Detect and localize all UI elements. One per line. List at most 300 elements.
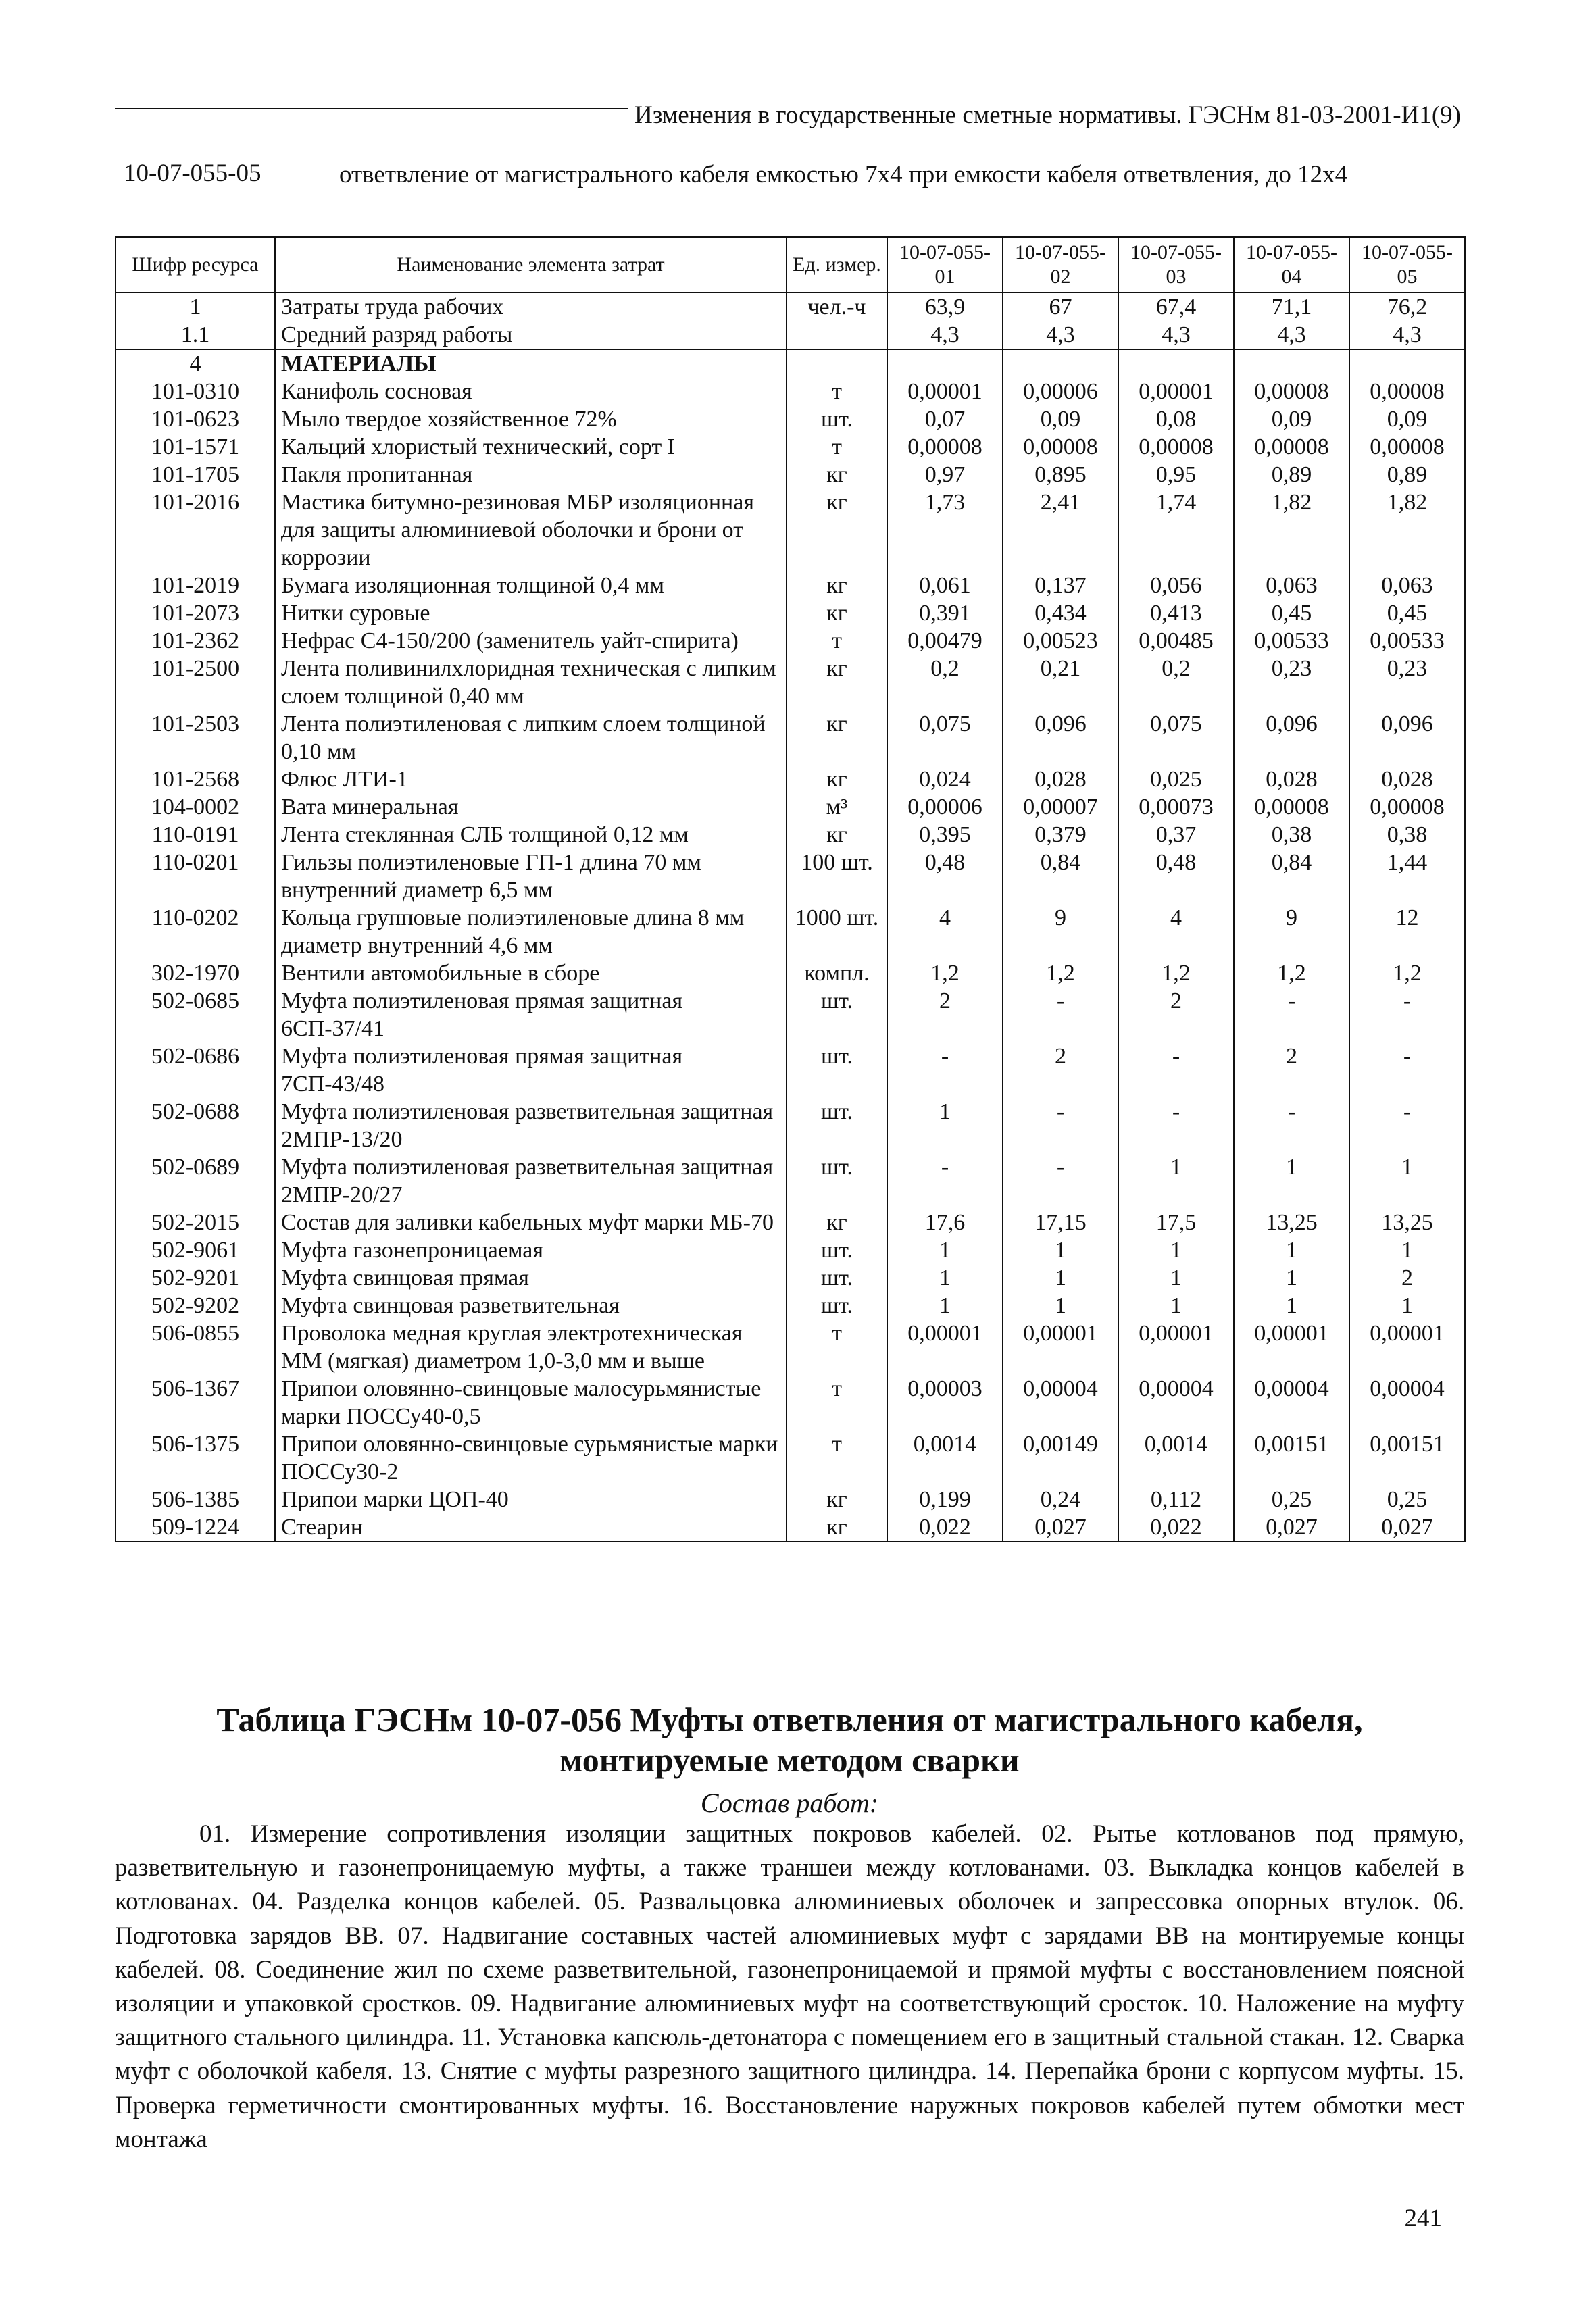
value-cell: 2 — [1118, 987, 1234, 1042]
value-cell: 0,00006 — [887, 793, 1003, 821]
value-cell: 0,395 — [887, 821, 1003, 849]
unit-cell: кг — [787, 821, 887, 849]
resource-name-cell: Бумага изоляционная толщиной 0,4 мм — [275, 572, 787, 599]
resource-name-cell: Муфта полиэтиленовая разветвительная защитная 2МПР-20/27 — [275, 1153, 787, 1209]
resource-code-cell: 1.1 — [116, 321, 275, 349]
unit-cell: кг — [787, 1513, 887, 1542]
unit-cell — [787, 349, 887, 378]
value-cell: - — [887, 1042, 1003, 1098]
resource-code-cell: 502-0689 — [116, 1153, 275, 1209]
value-cell: 0,95 — [1118, 461, 1234, 488]
table-row — [116, 488, 1465, 572]
resource-name-cell: Вата минеральная — [275, 793, 787, 821]
value-cell: 0,00523 — [1003, 627, 1118, 655]
value-cell: 9 — [1003, 904, 1118, 959]
unit-cell: шт. — [787, 1264, 887, 1292]
unit-cell: м³ — [787, 793, 887, 821]
resource-name-cell: Муфта полиэтиленовая прямая защитная 6СП-37/41 — [275, 987, 787, 1042]
table-row — [116, 321, 1465, 349]
unit-cell: шт. — [787, 1292, 887, 1319]
value-cell: 63,9 — [887, 293, 1003, 321]
resource-code-cell: 101-2016 — [116, 488, 275, 572]
value-cell: 4,3 — [887, 321, 1003, 349]
value-cell: 1 — [887, 1236, 1003, 1264]
resource-name-cell: Проволока медная круглая электротехническая ММ (мягкая) диаметром 1,0-3,0 мм и выше — [275, 1319, 787, 1375]
value-cell: 0,21 — [1003, 655, 1118, 710]
resource-code-cell: 302-1970 — [116, 959, 275, 987]
running-header: Изменения в государственные сметные нормативы. ГЭСНм 81-03-2001-И1(9) — [628, 100, 1461, 131]
unit-cell: чел.-ч — [787, 293, 887, 321]
value-cell: 0,38 — [1234, 821, 1349, 849]
value-cell: 0,00533 — [1349, 627, 1465, 655]
value-cell: 0,00008 — [1349, 378, 1465, 405]
resource-code-cell: 101-1571 — [116, 433, 275, 461]
table-header-row — [116, 237, 1465, 293]
section-title — [115, 1699, 1464, 1780]
resource-code-cell: 101-2019 — [116, 572, 275, 599]
value-cell: 0,09 — [1003, 405, 1118, 433]
value-cell: 0,075 — [1118, 710, 1234, 765]
value-cell: 0,97 — [887, 461, 1003, 488]
value-cell: 4,3 — [1003, 321, 1118, 349]
value-cell: 0,00151 — [1234, 1430, 1349, 1486]
value-cell: 0,00485 — [1118, 627, 1234, 655]
value-cell: 0,24 — [1003, 1486, 1118, 1513]
table-row — [116, 627, 1465, 655]
value-cell: 0,38 — [1349, 821, 1465, 849]
value-cell: 1 — [1349, 1236, 1465, 1264]
value-cell: 0,028 — [1234, 765, 1349, 793]
unit-cell: шт. — [787, 1153, 887, 1209]
value-cell: 0,00151 — [1349, 1430, 1465, 1486]
section-title-line-2: монтируемые методом сварки — [559, 1741, 1020, 1779]
page-number: 241 — [1404, 2205, 1442, 2232]
value-cell: 1 — [1234, 1153, 1349, 1209]
unit-cell: кг — [787, 655, 887, 710]
unit-cell: 100 шт. — [787, 849, 887, 904]
value-cell: 0,028 — [1003, 765, 1118, 793]
value-cell: 1 — [1118, 1236, 1234, 1264]
value-cell: 0,00008 — [1349, 793, 1465, 821]
resource-code-cell: 101-2362 — [116, 627, 275, 655]
resource-name-cell: Мастика битумно-резиновая МБР изоляционная для защиты алюминиевой оболочки и брони от коррозии — [275, 488, 787, 572]
table-row — [116, 349, 1465, 378]
value-cell: 0,45 — [1234, 599, 1349, 627]
value-cell: 0,00007 — [1003, 793, 1118, 821]
value-cell: - — [1234, 987, 1349, 1042]
unit-cell: кг — [787, 572, 887, 599]
value-cell: 0,00008 — [1118, 433, 1234, 461]
value-cell: 0,00001 — [1234, 1319, 1349, 1375]
resource-name-cell: Стеарин — [275, 1513, 787, 1542]
value-cell: 12 — [1349, 904, 1465, 959]
value-cell: 0,0014 — [1118, 1430, 1234, 1486]
value-cell: - — [1118, 1098, 1234, 1153]
value-cell: 0,89 — [1349, 461, 1465, 488]
resource-code-cell: 110-0201 — [116, 849, 275, 904]
resource-code-cell: 502-2015 — [116, 1209, 275, 1236]
value-cell: 0,022 — [887, 1513, 1003, 1542]
value-cell — [887, 349, 1003, 378]
unit-cell: шт. — [787, 405, 887, 433]
value-cell: 0,08 — [1118, 405, 1234, 433]
resource-code-cell: 506-1367 — [116, 1375, 275, 1430]
resource-name-cell: Муфта полиэтиленовая разветвительная защитная 2МПР-13/20 — [275, 1098, 787, 1153]
resource-name-cell: Лента полиэтиленовая с липким слоем толщиной 0,10 мм — [275, 710, 787, 765]
value-cell: 2,41 — [1003, 488, 1118, 572]
value-cell: 0,028 — [1349, 765, 1465, 793]
header-unit: Ед. измер. — [787, 237, 887, 293]
table-row — [116, 1513, 1465, 1542]
table-row — [116, 959, 1465, 987]
unit-cell: кг — [787, 1209, 887, 1236]
value-cell: 0,09 — [1349, 405, 1465, 433]
unit-cell: кг — [787, 710, 887, 765]
unit-cell: шт. — [787, 1236, 887, 1264]
table-body — [116, 293, 1465, 1542]
value-cell: 0,056 — [1118, 572, 1234, 599]
value-cell: 0,00001 — [1349, 1319, 1465, 1375]
resource-name-cell: Припои оловянно-свинцовые малосурьмянистые марки ПОССу40-0,5 — [275, 1375, 787, 1430]
value-cell: 76,2 — [1349, 293, 1465, 321]
table-row — [116, 1153, 1465, 1209]
value-cell: 1,2 — [1003, 959, 1118, 987]
resource-name-cell: Припои марки ЦОП-40 — [275, 1486, 787, 1513]
value-cell: - — [1003, 987, 1118, 1042]
resource-name-cell: Флюс ЛТИ-1 — [275, 765, 787, 793]
work-composition-text: 01. Измерение сопротивления изоляции защитных покровов кабелей. 02. Рытье котлованов под прямую, разветвительную и газонепроницаемую муфты, а также траншеи между котлованами. 03. Выкладка концов кабелей в котлованах. 04. Разделка концов кабелей. 05. Развальцовка алюминиевых оболочек и запрессовка опорных втулок. 06. Подготовка зарядов ВВ. 07. Надвигание составных частей алюминиевых муфт с зарядами ВВ на монтируемые концы кабелей. 08. Соединение жил по схеме разветвительной, газонепроницаемой и прямой муфты с восстановлением поясной изоляции и упаковкой сростков. 09. Надвигание алюминиевых муфт на соответствующий сросток. 10. Наложение на муфту защитного стального цилиндра. 11. Установка капсюль-детонатора с помещением его в защитный стальной стакан. 12. Сварка муфт с оболочкой кабеля. 13. Снятие с муфты разрезного защитного цилиндра. 14. Перепайка брони с корпусом муфты. 15. Проверка герметичности смонтированных муфты. 16. Восстановление наружных покровов кабелей путем обмотки мест монтажа — [115, 1820, 1464, 2153]
value-cell: 1,2 — [1234, 959, 1349, 987]
value-cell: 0,00008 — [887, 433, 1003, 461]
value-cell: - — [887, 1153, 1003, 1209]
table-row — [116, 461, 1465, 488]
value-cell: 0,00004 — [1349, 1375, 1465, 1430]
table-row — [116, 1042, 1465, 1098]
resource-code-cell: 101-2073 — [116, 599, 275, 627]
table-row — [116, 1430, 1465, 1486]
resource-name-cell: Вентили автомобильные в сборе — [275, 959, 787, 987]
value-cell: 1 — [1003, 1292, 1118, 1319]
resource-code-cell: 110-0202 — [116, 904, 275, 959]
table-row — [116, 904, 1465, 959]
value-cell: 0,25 — [1234, 1486, 1349, 1513]
header-col-4: 10-07-055-04 — [1234, 237, 1349, 293]
resource-name-cell: Лента поливинилхлоридная техническая с липким слоем толщиной 0,40 мм — [275, 655, 787, 710]
value-cell: 1 — [1118, 1264, 1234, 1292]
table-row — [116, 765, 1465, 793]
unit-cell: 1000 шт. — [787, 904, 887, 959]
value-cell: 0,027 — [1003, 1513, 1118, 1542]
value-cell: 2 — [1234, 1042, 1349, 1098]
value-cell: 0,48 — [1118, 849, 1234, 904]
table-row — [116, 1486, 1465, 1513]
value-cell: 1 — [1003, 1264, 1118, 1292]
resource-code-cell: 506-0855 — [116, 1319, 275, 1375]
value-cell: - — [1003, 1153, 1118, 1209]
table-row — [116, 1375, 1465, 1430]
value-cell: 9 — [1234, 904, 1349, 959]
value-cell: 1 — [1118, 1153, 1234, 1209]
value-cell: 13,25 — [1349, 1209, 1465, 1236]
value-cell: 0,027 — [1349, 1513, 1465, 1542]
value-cell: 1,2 — [1118, 959, 1234, 987]
value-cell: 0,2 — [887, 655, 1003, 710]
unit-cell: т — [787, 378, 887, 405]
value-cell: 2 — [1003, 1042, 1118, 1098]
value-cell: 0,022 — [1118, 1513, 1234, 1542]
section-subtitle: Состав работ: — [700, 1788, 879, 1818]
resource-code-cell: 101-1705 — [116, 461, 275, 488]
value-cell: 1,2 — [887, 959, 1003, 987]
resource-name-cell: Кальций хлористый технический, сорт I — [275, 433, 787, 461]
resource-code-cell: 101-2503 — [116, 710, 275, 765]
value-cell: 0,00533 — [1234, 627, 1349, 655]
value-cell: 0,391 — [887, 599, 1003, 627]
unit-cell: т — [787, 1375, 887, 1430]
value-cell: 0,025 — [1118, 765, 1234, 793]
section-title-line-1: Таблица ГЭСНм 10-07-056 Муфты ответвления от магистрального кабеля, — [216, 1701, 1363, 1738]
resource-name-cell: Муфта свинцовая разветвительная — [275, 1292, 787, 1319]
value-cell: 0,23 — [1234, 655, 1349, 710]
value-cell — [1003, 349, 1118, 378]
value-cell: 1,2 — [1349, 959, 1465, 987]
unit-cell: т — [787, 433, 887, 461]
header-col-1: 10-07-055-01 — [887, 237, 1003, 293]
value-cell: 17,5 — [1118, 1209, 1234, 1236]
value-cell: 71,1 — [1234, 293, 1349, 321]
table-row — [116, 821, 1465, 849]
table-row — [116, 433, 1465, 461]
unit-cell: шт. — [787, 1042, 887, 1098]
table-row — [116, 1098, 1465, 1153]
table-row — [116, 405, 1465, 433]
value-cell: 0,199 — [887, 1486, 1003, 1513]
norm-description: ответвление от магистрального кабеля емкостью 7х4 при емкости кабеля ответвления, до 12х4 — [339, 161, 1348, 188]
value-cell: - — [1349, 1042, 1465, 1098]
value-cell: 0,09 — [1234, 405, 1349, 433]
value-cell: 0,096 — [1234, 710, 1349, 765]
value-cell: 0,00479 — [887, 627, 1003, 655]
value-cell: 0,137 — [1003, 572, 1118, 599]
unit-cell: кг — [787, 599, 887, 627]
unit-cell: компл. — [787, 959, 887, 987]
value-cell: 1 — [1349, 1153, 1465, 1209]
value-cell: 17,6 — [887, 1209, 1003, 1236]
value-cell — [1118, 349, 1234, 378]
value-cell: 0,00008 — [1234, 793, 1349, 821]
unit-cell: т — [787, 627, 887, 655]
resource-name-cell: Пакля пропитанная — [275, 461, 787, 488]
value-cell: 2 — [887, 987, 1003, 1042]
resource-name-cell: Затраты труда рабочих — [275, 293, 787, 321]
value-cell: 0,00001 — [1118, 1319, 1234, 1375]
value-cell: 0,434 — [1003, 599, 1118, 627]
resource-name-cell: Муфта газонепроницаемая — [275, 1236, 787, 1264]
value-cell: 1 — [1234, 1236, 1349, 1264]
value-cell: 1 — [887, 1264, 1003, 1292]
header-col-5: 10-07-055-05 — [1349, 237, 1465, 293]
value-cell: 0,23 — [1349, 655, 1465, 710]
value-cell: 4 — [1118, 904, 1234, 959]
unit-cell: кг — [787, 461, 887, 488]
resource-name-cell: МАТЕРИАЛЫ — [275, 349, 787, 378]
resource-code-cell: 502-9201 — [116, 1264, 275, 1292]
resource-code-cell: 101-2568 — [116, 765, 275, 793]
resource-name-cell: Мыло твердое хозяйственное 72% — [275, 405, 787, 433]
value-cell: - — [1349, 1098, 1465, 1153]
header-col-2: 10-07-055-02 — [1003, 237, 1118, 293]
value-cell: 0,84 — [1003, 849, 1118, 904]
resource-code-cell: 4 — [116, 349, 275, 378]
value-cell: 0,027 — [1234, 1513, 1349, 1542]
unit-cell — [787, 321, 887, 349]
value-cell — [1234, 349, 1349, 378]
value-cell: 1 — [1349, 1292, 1465, 1319]
value-cell: 0,00003 — [887, 1375, 1003, 1430]
table-row — [116, 793, 1465, 821]
value-cell: 1,44 — [1349, 849, 1465, 904]
norm-code: 10-07-055-05 — [124, 159, 261, 187]
unit-cell: т — [787, 1430, 887, 1486]
value-cell: 0,00001 — [1003, 1319, 1118, 1375]
table-row — [116, 1264, 1465, 1292]
value-cell: 1,74 — [1118, 488, 1234, 572]
resource-code-cell: 506-1385 — [116, 1486, 275, 1513]
resource-name-cell: Лента стеклянная СЛБ толщиной 0,12 мм — [275, 821, 787, 849]
header-col-3: 10-07-055-03 — [1118, 237, 1234, 293]
value-cell: 1,82 — [1349, 488, 1465, 572]
value-cell: 67 — [1003, 293, 1118, 321]
value-cell — [1349, 349, 1465, 378]
value-cell: 0,84 — [1234, 849, 1349, 904]
resource-name-cell: Средний разряд работы — [275, 321, 787, 349]
header-name: Наименование элемента затрат — [275, 237, 787, 293]
resource-code-cell: 101-0310 — [116, 378, 275, 405]
table-row — [116, 1236, 1465, 1264]
value-cell: 0,00008 — [1003, 433, 1118, 461]
value-cell: 0,89 — [1234, 461, 1349, 488]
value-cell: 0,061 — [887, 572, 1003, 599]
resource-name-cell: Нефрас С4-150/200 (заменитель уайт-спирита) — [275, 627, 787, 655]
value-cell: 0,063 — [1234, 572, 1349, 599]
header-code: Шифр ресурса — [116, 237, 275, 293]
unit-cell: кг — [787, 1486, 887, 1513]
value-cell: 0,413 — [1118, 599, 1234, 627]
resource-name-cell: Гильзы полиэтиленовые ГП-1 длина 70 мм внутренний диаметр 6,5 мм — [275, 849, 787, 904]
value-cell: 0,112 — [1118, 1486, 1234, 1513]
resource-name-cell: Кольца групповые полиэтиленовые длина 8 мм диаметр внутренний 4,6 мм — [275, 904, 787, 959]
value-cell: 0,37 — [1118, 821, 1234, 849]
value-cell: 0,2 — [1118, 655, 1234, 710]
value-cell: 2 — [1349, 1264, 1465, 1292]
table-row — [116, 655, 1465, 710]
table-row — [116, 710, 1465, 765]
table-row — [116, 378, 1465, 405]
value-cell: 13,25 — [1234, 1209, 1349, 1236]
resource-name-cell: Состав для заливки кабельных муфт марки МБ-70 — [275, 1209, 787, 1236]
value-cell: 0,00073 — [1118, 793, 1234, 821]
value-cell: 0,00149 — [1003, 1430, 1118, 1486]
resource-name-cell: Припои оловянно-свинцовые сурьмянистые марки ПОССу30-2 — [275, 1430, 787, 1486]
resource-code-cell: 502-9202 — [116, 1292, 275, 1319]
resource-code-cell: 502-0688 — [116, 1098, 275, 1153]
value-cell: 0,25 — [1349, 1486, 1465, 1513]
value-cell: - — [1003, 1098, 1118, 1153]
value-cell: 0,00006 — [1003, 378, 1118, 405]
table-row — [116, 1292, 1465, 1319]
table-row — [116, 599, 1465, 627]
resource-code-cell: 110-0191 — [116, 821, 275, 849]
resource-name-cell: Канифоль сосновая — [275, 378, 787, 405]
table-row — [116, 293, 1465, 321]
value-cell: 1 — [1234, 1292, 1349, 1319]
value-cell: 67,4 — [1118, 293, 1234, 321]
value-cell: 0,895 — [1003, 461, 1118, 488]
resource-name-cell: Муфта свинцовая прямая — [275, 1264, 787, 1292]
resource-code-cell: 502-9061 — [116, 1236, 275, 1264]
value-cell: 1 — [1234, 1264, 1349, 1292]
value-cell: 0,48 — [887, 849, 1003, 904]
resource-code-cell: 104-0002 — [116, 793, 275, 821]
value-cell: 0,063 — [1349, 572, 1465, 599]
value-cell: 0,096 — [1349, 710, 1465, 765]
value-cell: 1 — [1118, 1292, 1234, 1319]
resource-code-cell: 502-0685 — [116, 987, 275, 1042]
value-cell: 0,45 — [1349, 599, 1465, 627]
table-row — [116, 572, 1465, 599]
value-cell: 0,07 — [887, 405, 1003, 433]
value-cell: 0,00008 — [1349, 433, 1465, 461]
value-cell: 4,3 — [1118, 321, 1234, 349]
value-cell: 4,3 — [1234, 321, 1349, 349]
resource-name-cell: Нитки суровые — [275, 599, 787, 627]
value-cell: 1 — [887, 1098, 1003, 1153]
value-cell: 0,075 — [887, 710, 1003, 765]
value-cell: 1,82 — [1234, 488, 1349, 572]
resources-table — [115, 236, 1466, 1542]
value-cell: 17,15 — [1003, 1209, 1118, 1236]
value-cell: 0,00004 — [1118, 1375, 1234, 1430]
value-cell: - — [1118, 1042, 1234, 1098]
unit-cell: шт. — [787, 1098, 887, 1153]
unit-cell: кг — [787, 488, 887, 572]
value-cell: 0,00004 — [1234, 1375, 1349, 1430]
value-cell: 1 — [1003, 1236, 1118, 1264]
value-cell: 0,00001 — [887, 378, 1003, 405]
resource-code-cell: 101-0623 — [116, 405, 275, 433]
value-cell: 0,00004 — [1003, 1375, 1118, 1430]
table-row — [116, 849, 1465, 904]
value-cell: - — [1349, 987, 1465, 1042]
resource-code-cell: 502-0686 — [116, 1042, 275, 1098]
unit-cell: шт. — [787, 987, 887, 1042]
value-cell: - — [1234, 1098, 1349, 1153]
value-cell: 0,0014 — [887, 1430, 1003, 1486]
value-cell: 4 — [887, 904, 1003, 959]
unit-cell: кг — [787, 765, 887, 793]
resource-code-cell: 506-1375 — [116, 1430, 275, 1486]
resource-code-cell: 101-2500 — [116, 655, 275, 710]
value-cell: 1 — [887, 1292, 1003, 1319]
value-cell: 0,00001 — [887, 1319, 1003, 1375]
value-cell: 0,024 — [887, 765, 1003, 793]
table-row — [116, 987, 1465, 1042]
value-cell: 0,00008 — [1234, 433, 1349, 461]
table-row — [116, 1209, 1465, 1236]
value-cell: 0,00001 — [1118, 378, 1234, 405]
value-cell: 4,3 — [1349, 321, 1465, 349]
resource-code-cell: 1 — [116, 293, 275, 321]
